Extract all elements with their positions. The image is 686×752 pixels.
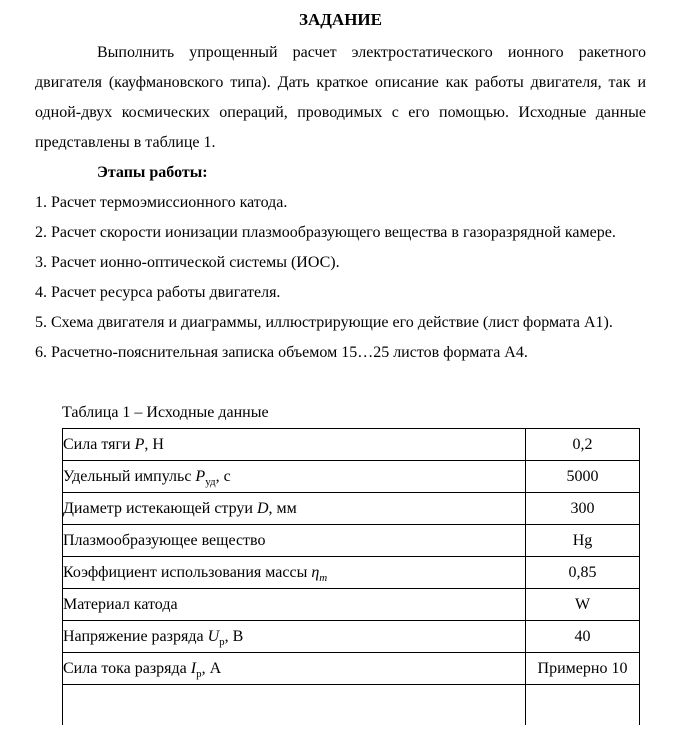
parameter-text: Коэффициент использования массы [63,563,312,581]
parameter-unit: , мм [268,499,297,517]
parameter-label-cell [63,589,526,621]
parameter-value-cell: 0,2 [526,429,640,461]
parameter-variable: η [311,563,320,581]
parameter-label-cell [63,493,526,525]
page-title: ЗАДАНИЕ [298,10,382,29]
stage-item-3: 3. Расчет ионно-оптической системы (ИОС). [35,254,340,271]
parameter-value-cell: Примерно 10 [526,653,640,685]
table-row [63,621,640,653]
parameter-text: Сила тяги [63,435,135,453]
intro-paragraph: Выполнить упрощенный расчет электростатического ионного ракетного двигателя (кауфмановского типа). Дать краткое описание как работы двигателя, так и одной-двух космических операций, проводимых с его помощью. Исходные данные представлены в таблице 1. [35,44,646,151]
parameter-label-cell [63,653,526,685]
parameter-subscript: р [196,667,202,680]
parameter-label-cell [63,621,526,653]
input-data-table [62,428,640,725]
parameter-text: Плазмообразующее вещество [63,531,266,549]
parameter-label-cell [63,525,526,557]
parameter-value-cell: 0,85 [526,557,640,589]
table-row-partial [63,685,640,726]
parameter-text: Удельный импульс [63,467,196,485]
parameter-variable: U [207,627,220,645]
parameter-label-cell [63,461,526,493]
parameter-unit: , Н [144,435,164,453]
parameter-value-cell: 5000 [526,461,640,493]
stage-item-6: 6. Расчетно-пояснительная записка объемом 15…25 листов формата А4. [35,344,528,361]
table-caption: Таблица 1 – Исходные данные [62,404,269,421]
table-row [63,589,640,621]
stage-item-4: 4. Расчет ресурса работы двигателя. [35,284,281,301]
stage-item-5: 5. Схема двигателя и диаграммы, иллюстрирующие его действие (лист формата А1). [35,314,613,331]
parameter-subscript: уд [205,475,216,488]
parameter-text: Диаметр истекающей струи [63,499,257,517]
parameter-unit: , В [224,627,244,645]
parameter-text: Материал катода [63,595,178,613]
stage-item-1: 1. Расчет термоэмиссионного катода. [35,194,288,211]
parameter-variable: P [195,467,206,485]
parameter-unit: , с [215,467,231,485]
parameter-label-cell [63,557,526,589]
table-row [63,461,640,493]
parameter-label-cell [63,685,526,726]
table-row [63,429,640,461]
stage-item-2: 2. Расчет скорости ионизации плазмообразующего вещества в газоразрядной камере. [35,224,616,241]
parameter-text: Сила тока разряда [63,659,191,677]
parameter-value-cell: 40 [526,621,640,653]
parameter-subscript: р [219,635,225,648]
parameter-variable: I [190,659,197,677]
table-row [63,525,640,557]
parameter-variable: P [134,435,145,453]
table-row [63,493,640,525]
parameter-text: Напряжение разряда [63,627,208,645]
parameter-unit: , А [201,659,222,677]
parameter-variable: D [256,499,269,517]
parameter-value-cell [526,685,640,726]
parameter-value-cell: Hg [526,525,640,557]
table-row [63,557,640,589]
parameter-value-cell: W [526,589,640,621]
parameter-label-cell [63,429,526,461]
table-row [63,653,640,685]
parameter-value-cell: 300 [526,493,640,525]
stages-heading: Этапы работы: [97,164,208,181]
parameter-subscript: m [319,571,328,584]
